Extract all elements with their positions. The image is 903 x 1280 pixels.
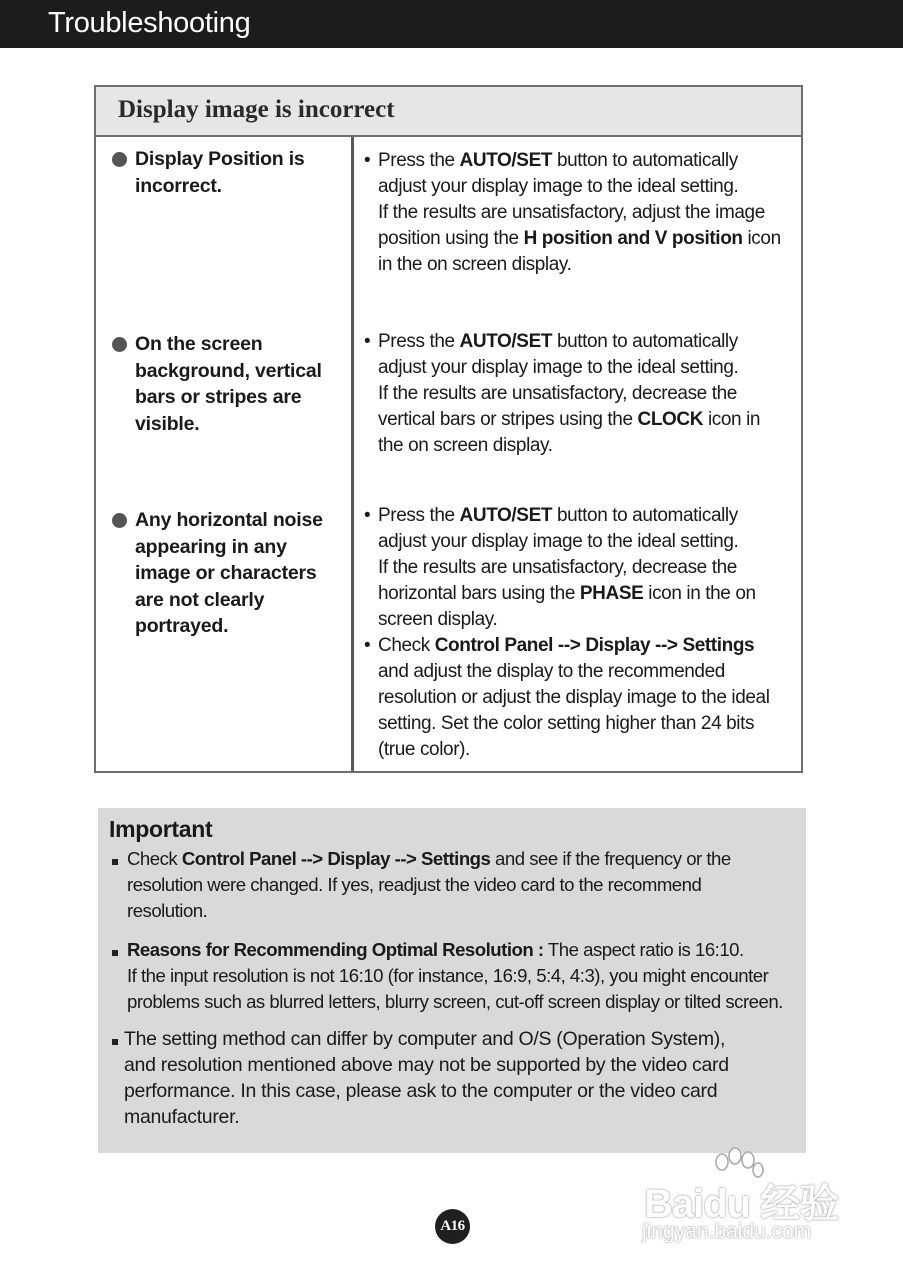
important-line: Reasons for Recommending Optimal Resolution : The aspect ratio is 16:10.	[127, 939, 744, 960]
symptom-line: incorrect.	[135, 174, 222, 197]
bullet-dot-icon	[112, 152, 127, 167]
solution-horizontal-noise	[364, 503, 794, 763]
square-bullet-icon	[112, 859, 118, 865]
square-bullet-icon	[112, 950, 118, 956]
solution-line: setting. Set the color setting higher than 24 bits	[378, 713, 755, 734]
solution-item	[364, 503, 794, 633]
solution-display-position	[364, 148, 794, 278]
troubleshooting-table	[94, 85, 803, 773]
column-divider	[351, 137, 354, 771]
table-header	[96, 87, 801, 137]
symptom-line: portrayed.	[135, 615, 229, 637]
important-item	[112, 846, 800, 924]
solution-item	[364, 633, 794, 763]
important-item	[112, 937, 800, 1015]
important-line: The setting method can differ by computer and O/S (Operation System),	[124, 1028, 726, 1050]
table-title: Display image is incorrect	[118, 96, 395, 123]
symptom-line: image or characters	[135, 562, 317, 584]
solution-line: adjust your display image to the ideal setting.	[378, 531, 739, 552]
page-number: A16	[435, 1209, 470, 1244]
important-line: problems such as blurred letters, blurry screen, cut-off screen display or tilted screen.	[127, 991, 783, 1012]
symptom-horizontal-noise	[110, 507, 342, 640]
baidu-watermark	[640, 1150, 850, 1250]
solution-line: If the results are unsatisfactory, adjust the image	[378, 202, 765, 223]
symptom-line: background, vertical	[135, 359, 322, 382]
header-bar	[0, 0, 903, 48]
symptom-line: appearing in any	[135, 535, 287, 558]
solution-line: (true color).	[378, 739, 470, 760]
solution-item	[364, 329, 794, 459]
solution-line: Check Control Panel --> Display --> Settings	[378, 635, 755, 656]
solution-line: Press the AUTO/SET button to automatically	[378, 331, 738, 352]
solution-item	[364, 148, 794, 278]
important-line: manufacturer.	[124, 1106, 240, 1128]
solution-line: If the results are unsatisfactory, decrease the	[378, 557, 737, 578]
symptom-line: visible.	[135, 412, 200, 435]
solution-line: and adjust the display to the recommended	[378, 661, 725, 682]
important-item	[112, 1026, 800, 1130]
solution-line: Press the AUTO/SET button to automatically	[378, 150, 738, 171]
important-line: and resolution mentioned above may not be supported by the video card	[124, 1054, 729, 1076]
symptom-line: bars or stripes are	[135, 386, 302, 408]
symptom-vertical-bars	[110, 331, 342, 437]
bullet-icon: •	[364, 635, 371, 656]
important-notes	[98, 808, 806, 1153]
important-line: resolution were changed. If yes, readjust the video card to the recommend	[127, 874, 702, 895]
symptom-line: On the screen	[135, 333, 263, 355]
watermark-url: jingyan.baidu.com	[642, 1220, 812, 1243]
solution-line: If the results are unsatisfactory, decrease the	[378, 383, 737, 404]
symptom-display-position	[110, 146, 342, 199]
solution-line: in the on screen display.	[378, 254, 572, 275]
symptom-line: Any horizontal noise	[135, 509, 323, 531]
solution-line: Press the AUTO/SET button to automatically	[378, 505, 738, 526]
solution-line: resolution or adjust the display image to the ideal	[378, 687, 770, 708]
solution-line: the on screen display.	[378, 435, 553, 456]
symptom-line: Display Position is	[135, 148, 305, 170]
important-line: resolution.	[127, 900, 208, 921]
solution-line: position using the H position and V position icon	[378, 228, 781, 249]
solution-line: screen display.	[378, 609, 498, 630]
solution-line: adjust your display image to the ideal setting.	[378, 176, 739, 197]
important-title: Important	[109, 816, 213, 842]
bullet-icon: •	[364, 505, 371, 526]
important-line: Check Control Panel --> Display --> Settings and see if the frequency or the	[127, 848, 731, 869]
square-bullet-icon	[112, 1039, 118, 1045]
bullet-dot-icon	[112, 337, 127, 352]
watermark-brand: Baidu 经验	[644, 1182, 839, 1226]
solution-vertical-bars	[364, 329, 794, 459]
bullet-dot-icon	[112, 513, 127, 528]
solution-line: vertical bars or stripes using the CLOCK icon in	[378, 409, 761, 430]
symptom-line: are not clearly	[135, 588, 265, 611]
important-line: performance. In this case, please ask to the computer or the video card	[124, 1080, 718, 1102]
bullet-icon: •	[364, 331, 371, 352]
bullet-icon: •	[364, 150, 371, 171]
page-section-title: Troubleshooting	[48, 7, 251, 39]
solution-line: horizontal bars using the PHASE icon in the on	[378, 583, 756, 604]
solution-line: adjust your display image to the ideal setting.	[378, 357, 739, 378]
important-line: If the input resolution is not 16:10 (for instance, 16:9, 5:4, 4:3), you might encounter	[127, 965, 769, 986]
